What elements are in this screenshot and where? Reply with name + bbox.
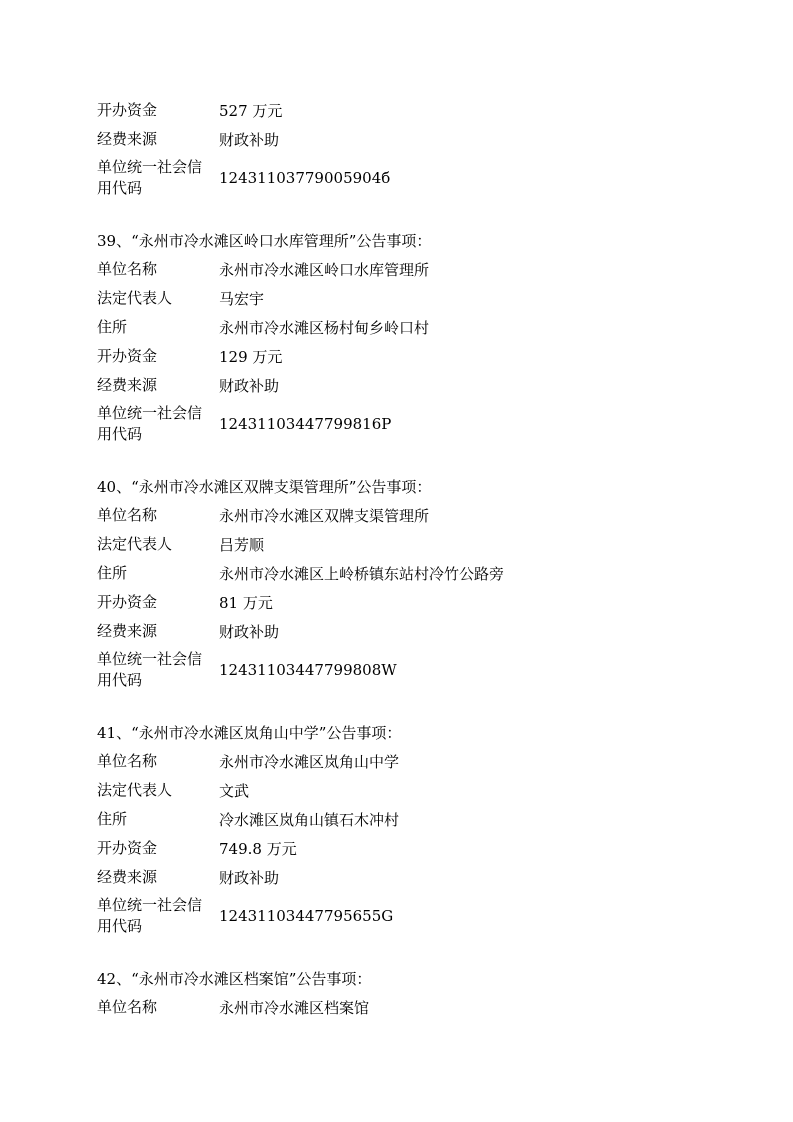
field-value: 12431103779005904б	[219, 169, 391, 187]
field-value: 财政补助	[219, 623, 280, 641]
record-row-address	[97, 805, 717, 834]
field-value: 749.8 万元	[219, 840, 297, 858]
record-row-credit-code	[97, 892, 717, 940]
field-value: 吕芳顺	[219, 536, 265, 554]
field-value: 12431103447795655G	[219, 907, 394, 925]
record-row-legal-rep	[97, 776, 717, 805]
record-row-address	[97, 559, 717, 588]
notice-section-40	[97, 472, 717, 694]
field-label: 开办资金	[97, 839, 158, 857]
field-label: 单位名称	[97, 506, 158, 524]
field-value: 81 万元	[219, 594, 273, 612]
record-row-funding	[97, 342, 717, 371]
record-row-unit-name	[97, 993, 717, 1022]
field-value: 12431103447799816P	[219, 415, 392, 433]
record-row-unit-name	[97, 255, 717, 284]
record-row-address	[97, 313, 717, 342]
field-label: 单位统一社会信 用代码	[97, 404, 203, 443]
field-label: 经费来源	[97, 622, 158, 640]
record-row-funding	[97, 588, 717, 617]
record-row-credit-code	[97, 646, 717, 694]
section-heading: 40、“永州市冷水滩区双牌支渠管理所”公告事项：	[97, 478, 432, 496]
field-label: 开办资金	[97, 347, 158, 365]
field-label: 法定代表人	[97, 535, 173, 553]
continued-record	[97, 96, 717, 202]
field-value: 冷水滩区岚角山镇石木冲村	[219, 811, 400, 829]
field-value: 129 万元	[219, 348, 283, 366]
notice-section-39	[97, 226, 717, 448]
field-value: 永州市冷水滩区双牌支渠管理所	[219, 507, 430, 525]
document-page	[97, 96, 717, 1022]
field-value: 12431103447799808W	[219, 661, 397, 679]
field-value: 永州市冷水滩区上岭桥镇东站村冷竹公路旁	[219, 565, 505, 583]
record-row-legal-rep	[97, 284, 717, 313]
notice-section-42	[97, 964, 717, 1022]
record-row-legal-rep	[97, 530, 717, 559]
section-heading: 39、“永州市冷水滩区岭口水库管理所”公告事项：	[97, 232, 432, 250]
field-label: 单位名称	[97, 998, 158, 1016]
section-heading: 41、“永州市冷水滩区岚角山中学”公告事项：	[97, 724, 402, 742]
field-label: 单位统一社会信 用代码	[97, 896, 203, 935]
field-label: 经费来源	[97, 130, 158, 148]
field-value: 527 万元	[219, 102, 283, 120]
field-value: 永州市冷水滩区岚角山中学	[219, 753, 400, 771]
field-label: 单位统一社会信 用代码	[97, 158, 203, 197]
field-value: 永州市冷水滩区岭口水库管理所	[219, 261, 430, 279]
field-label: 法定代表人	[97, 781, 173, 799]
field-value: 永州市冷水滩区杨村甸乡岭口村	[219, 319, 430, 337]
field-label: 单位统一社会信 用代码	[97, 650, 203, 689]
field-value: 永州市冷水滩区档案馆	[219, 999, 370, 1017]
section-heading: 42、“永州市冷水滩区档案馆”公告事项：	[97, 970, 372, 988]
field-label: 住所	[97, 318, 128, 336]
field-label: 开办资金	[97, 593, 158, 611]
field-label: 住所	[97, 810, 128, 828]
field-value: 财政补助	[219, 869, 280, 887]
field-label: 单位名称	[97, 752, 158, 770]
field-value: 财政补助	[219, 131, 280, 149]
record-row-funding-source	[97, 371, 717, 400]
record-row-unit-name	[97, 501, 717, 530]
record-row-funding-source	[97, 617, 717, 646]
record-row-funding-source	[97, 125, 717, 154]
field-label: 住所	[97, 564, 128, 582]
record-row-funding	[97, 834, 717, 863]
field-value: 马宏宇	[219, 290, 265, 308]
record-row-credit-code	[97, 400, 717, 448]
record-row-unit-name	[97, 747, 717, 776]
record-row-funding	[97, 96, 717, 125]
field-label: 经费来源	[97, 868, 158, 886]
record-row-credit-code	[97, 154, 717, 202]
field-label: 单位名称	[97, 260, 158, 278]
field-label: 经费来源	[97, 376, 158, 394]
field-value: 文武	[219, 782, 250, 800]
field-label: 开办资金	[97, 101, 158, 119]
field-value: 财政补助	[219, 377, 280, 395]
field-label: 法定代表人	[97, 289, 173, 307]
notice-section-41	[97, 718, 717, 940]
record-row-funding-source	[97, 863, 717, 892]
